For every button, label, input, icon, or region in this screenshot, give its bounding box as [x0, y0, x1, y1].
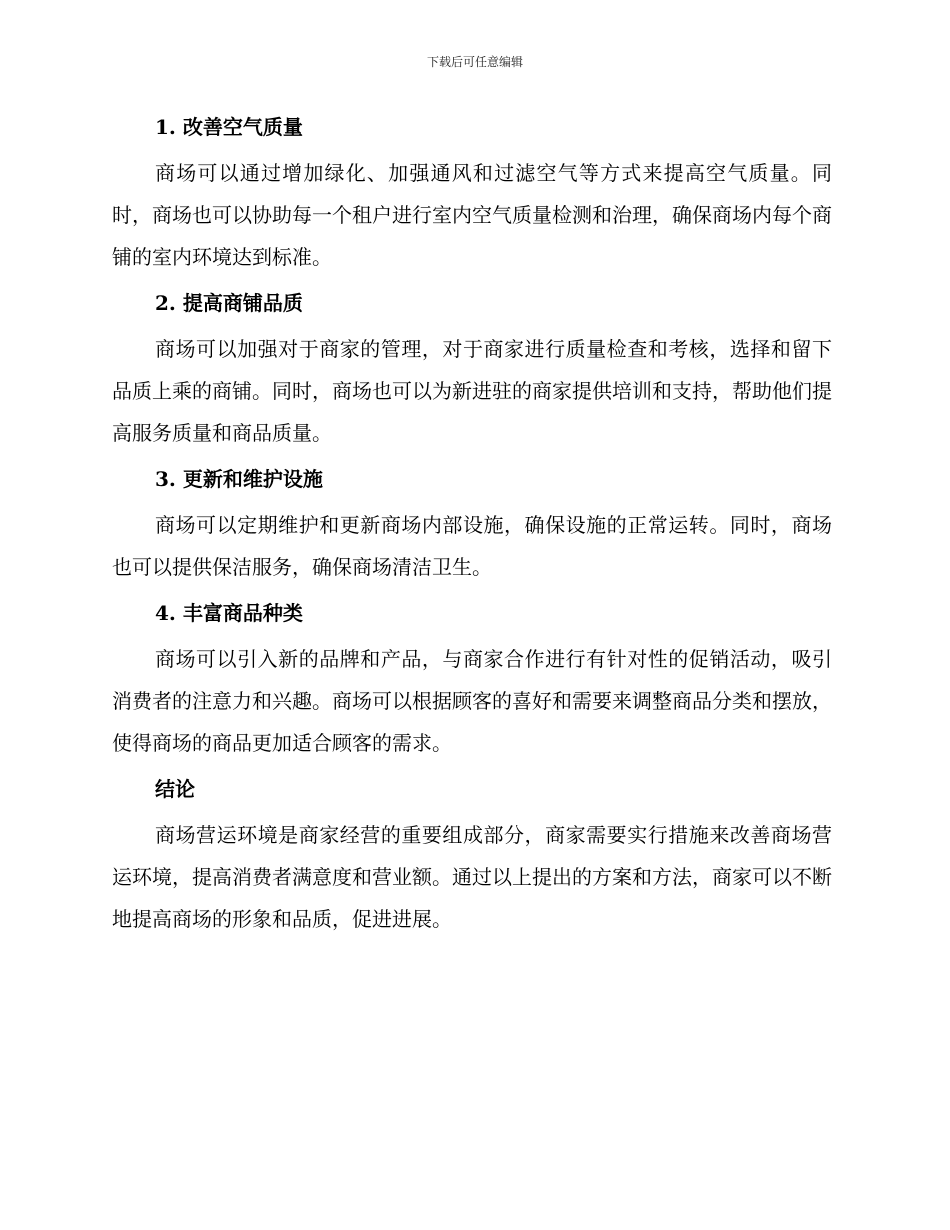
section-paragraph-store-quality: 商场可以加强对于商家的管理，对于商家进行质量检查和考核，选择和留下品质上乘的商铺。同时，商场也可以为新进驻的商家提供培训和支持，帮助他们提高服务质量和商品质量。: [112, 337, 832, 445]
section-paragraph-air-quality: 商场可以通过增加绿化、加强通风和过滤空气等方式来提高空气质量。同时，商场也可以协助每一个租户进行室内空气质量检测和治理，确保商场内每个商铺的室内环境达到标准。: [112, 161, 832, 269]
document-body: [112, 110, 832, 948]
section-heading-store-quality: 2. 提高商铺品质: [155, 291, 303, 315]
section-heading-air-quality: 1. 改善空气质量: [155, 115, 303, 139]
section-paragraph-product-variety: 商场可以引入新的品牌和产品，与商家合作进行有针对性的促销活动，吸引消费者的注意力和兴趣。商场可以根据顾客的喜好和需要来调整商品分类和摆放，使得商场的商品更加适合顾客的需求。: [112, 647, 832, 755]
section-paragraph-conclusion: 商场营运环境是商家经营的重要组成部分，商家需要实行措施来改善商场营运环境，提高消费者满意度和营业额。通过以上提出的方案和方法，商家可以不断地提高商场的形象和品质，促进进展。: [112, 823, 832, 931]
section-heading-conclusion: 结论: [155, 777, 195, 801]
section-heading-product-variety: 4. 丰富商品种类: [155, 601, 303, 625]
page-header: 下载后可任意编辑: [426, 55, 523, 69]
section-heading-facilities: 3. 更新和维护设施: [155, 467, 323, 491]
section-paragraph-facilities: 商场可以定期维护和更新商场内部设施，确保设施的正常运转。同时，商场也可以提供保洁服务，确保商场清洁卫生。: [112, 513, 832, 579]
